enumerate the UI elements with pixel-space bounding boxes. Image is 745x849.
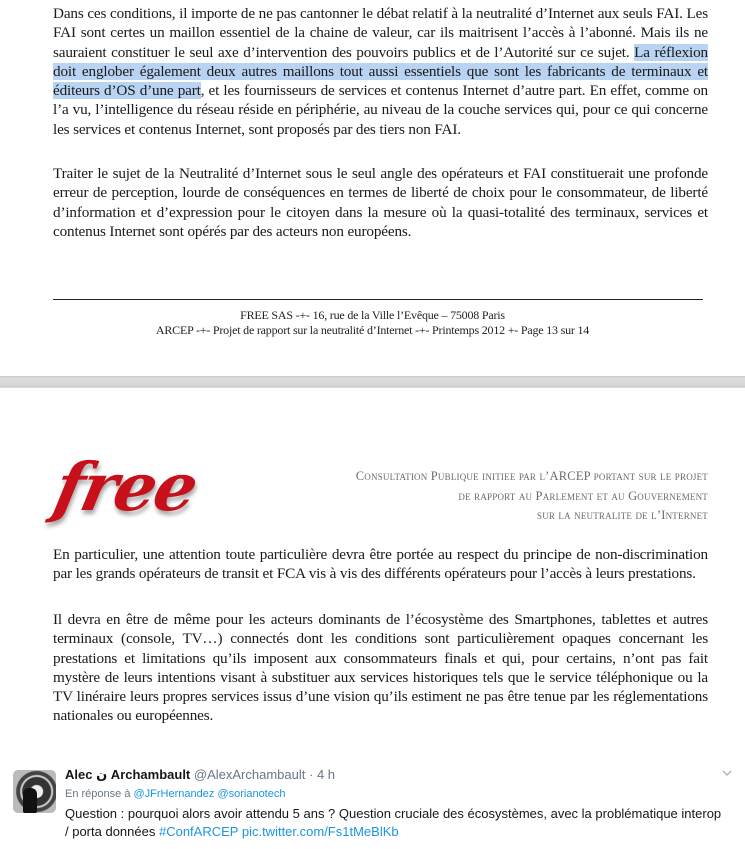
tweet-header xyxy=(65,767,335,783)
footer-divider xyxy=(53,299,703,300)
tweet-text xyxy=(65,805,725,841)
page-separator xyxy=(0,376,745,388)
tweet-separator: · xyxy=(308,767,314,782)
document-page-13 xyxy=(0,0,745,372)
tweet-author-handle[interactable]: @AlexArchambault xyxy=(193,767,306,782)
highlighted-selection[interactable]: La réflexion doit englober également deux autres maillons tout aussi essentiels que sont les fabricants de terminaux et éditeurs d’OS d’une part xyxy=(53,43,708,100)
header-line-2: de rapport au Parlement et au Gouvernement xyxy=(458,488,708,503)
document-header xyxy=(356,467,708,526)
reply-mention-sorianotech[interactable]: @sorianotech xyxy=(217,788,286,800)
pic-link[interactable]: pic.twitter.com/Fs1tMeBlKb xyxy=(241,824,399,839)
free-logo xyxy=(47,448,246,532)
header-line-3: sur la neutralite de l’Internet xyxy=(536,508,708,522)
chevron-down-icon[interactable] xyxy=(722,768,732,778)
paragraph-traiter-le-sujet: Traiter le sujet de la Neutralité d’Internet sous le seul angle des opérateurs et FAI constituerait une profonde erreur de perception, lourde de conséquences en termes de liberté de choix pour le consommateur, de liberté d’information et d’expression pour le citoyen dans la mesure où la quasi-totalité des terminaux, services et contenus Internet sont opérés par des acteurs non européens. xyxy=(53,165,708,240)
paragraph-text: Dans ces conditions, il importe de ne pas cantonner le débat relatif à la neutralité d’Internet aux seuls FAI. Les FAI sont certes un maillon essentiel de la chaine de valeur, car ils maitrisent l’accès à l’abonné. Mais ils ne sauraient constituer le seul axe d’intervention des pouvoirs publics et de l’Autorité sur ce sujet. xyxy=(53,5,708,61)
avatar[interactable] xyxy=(13,770,56,813)
avatar-figure xyxy=(23,788,37,813)
reply-mention-jfrhernandez[interactable]: @JFrHernandez xyxy=(133,788,215,800)
paragraph-text: , et les fournisseurs de services et contenus Internet d’autre part. En effet, comme on l’a vu, l’intelligence du réseau réside en périphérie, au niveau de la couche services qui, pour ce qui concerne les services et contenus Internet, sont proposés par des tiers non FAI. xyxy=(53,82,708,138)
tweet-body: Question : pourquoi alors avoir attendu 5 ans ? Question cruciale des écosystèmes, avec la problématique interop / porta données xyxy=(65,806,722,839)
tweet-reply-context xyxy=(65,788,285,800)
paragraph-smartphones: Il devra en être de même pour les acteurs dominants de l’écosystème des Smartphones, tablettes et autres terminaux (console, TV…) connectés dont les conditions sont particulièrement opaques concernant les prestations et limitations qu’ils imposent aux consommateurs finals et qui, pour certains, n’ont pas fait mystère de leurs intentions visant à substituer aux services historiques tels que le service téléphonique ou la TV linéraire leurs propres services issus d’une vision qu’ils estiment ne pas être tenue par les réglementations nationales ou européennes. xyxy=(53,611,708,725)
hashtag-link[interactable]: #ConfARCEP xyxy=(158,824,239,839)
footer-address: FREE SAS -+- 16, rue de la Ville l’Evêque – 75008 Paris xyxy=(240,308,505,322)
reply-prefix: En réponse à xyxy=(65,788,131,800)
header-line-1: Consultation Publique initiee par l’ARCEP portant sur le projet xyxy=(355,469,708,483)
paragraph-neutralite-fai xyxy=(53,4,708,139)
tweet-timestamp[interactable]: 4 h xyxy=(316,767,336,782)
tweet-card[interactable] xyxy=(0,760,745,849)
tweet-author-name[interactable]: Alec ن Archambault xyxy=(65,767,191,782)
footer-page-info: ARCEP -+- Projet de rapport sur la neutralité d’Internet -+- Printemps 2012 +- Page 13 sur 14 xyxy=(155,323,590,337)
paragraph-non-discrimination: En particulier, une attention toute particulière devra être portée au respect du principe de non-discrimination par les grands opérateurs de transit et FCA vis à vis des différents opérateurs pour l’accès à leurs prestations. xyxy=(53,546,708,583)
free-logo-text: free xyxy=(47,448,204,526)
